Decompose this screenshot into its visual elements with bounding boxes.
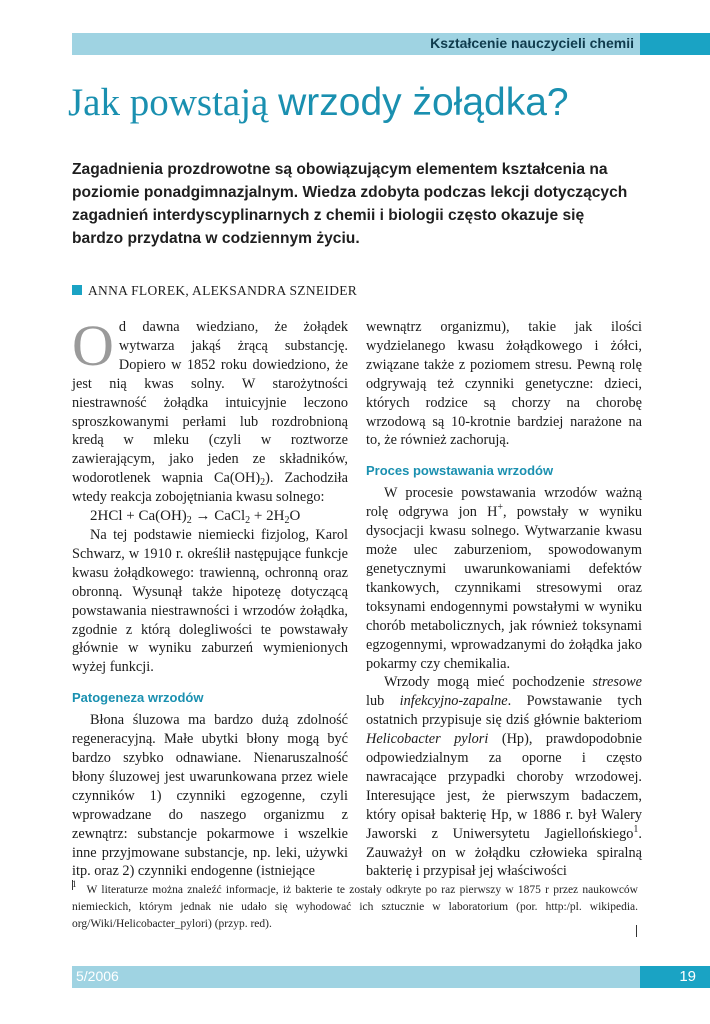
footnote-reference: 1 xyxy=(633,823,639,835)
footer-tab xyxy=(640,966,710,988)
origins-text: lub xyxy=(366,693,400,710)
formula-sub: 2 xyxy=(284,515,290,527)
origins-text: . Zauważył on w żołądku człowieka spiralną bakterię i przypisał jej właściwości xyxy=(366,825,642,880)
process-text-b: , powstały w wyniku dysocjacji kwasu solnego. Wytwarzanie kwasu może ulec zaburzeniom, spowodowanym genetycznymi uwarunkowaniami defektów tkankowych, czynnikami stresowymi oraz toksynami endogennymi powstałymi w wyniku chorób metabolicznych, jak również toksynami egzogennymi, wprowadzanymi do żołądka jako pokarmy czy chemikalia. xyxy=(366,504,642,672)
footnote-text: W literaturze można znaleźć informacje, iż bakterie te zostały odkryte po raz pierwszy w 1875 r przez naukowców niemieckich, którym jednak nie udało się wyhodować ich sztucznie w laboratorium (por. http:/pl. wikipedia. org/Wiki/Helicobacter_pylori) (przyp. red). xyxy=(72,884,638,930)
intro-text-b: ). Zachodziła wtedy reakcja zobojętniania kwasu solnego: xyxy=(72,470,348,506)
process-text-a: W procesie powstawania wrzodów ważną rolę odgrywa jon H xyxy=(366,485,642,521)
intro-subscript: 2 xyxy=(260,477,266,489)
formula-part: 2HCl + Ca(OH) xyxy=(90,508,187,525)
formula-part: O xyxy=(289,508,301,525)
ion-superscript: + xyxy=(497,502,504,514)
section-label: Kształcenie nauczycieli chemii xyxy=(430,35,634,51)
lead-paragraph: Zagadnienia prozdrowotne są obowiązującym elementem kształcenia na poziomie ponadgimnazjalnym. Wiedza zdobyta podczas lekcji dotyczących zagadnień interdyscyplinarnych z chemii i biologii często okazuje się bardzo przydatna w codziennym życiu. xyxy=(72,161,628,247)
formula-part: + 2H xyxy=(250,508,285,525)
formula-sub: 2 xyxy=(186,515,192,527)
issue-number: 5/2006 xyxy=(76,968,119,984)
byline xyxy=(72,283,357,299)
byline-square-icon xyxy=(72,285,82,295)
authors: ANNA FLOREK, ALEKSANDRA SZNEIDER xyxy=(88,283,358,298)
drop-cap: O xyxy=(72,313,114,378)
header-tab xyxy=(640,33,710,55)
paragraph-process xyxy=(366,484,642,673)
formula-sub: 2 xyxy=(245,515,251,527)
chemical-equation xyxy=(72,507,348,526)
section-heading-pathogenesis: Patogeneza wrzodów xyxy=(72,690,204,706)
origins-emphasis: Helicobacter pylori xyxy=(366,731,489,748)
origins-text: . Powstawanie tych ostatnich przypisuje się dziś głównie bakteriom xyxy=(366,693,642,729)
title-part2: wrzody żołądka? xyxy=(278,81,569,124)
header-bar xyxy=(72,33,640,55)
paragraph-pathogenesis: Błona śluzowa ma bardzo dużą zdolność regeneracyjną. Małe ubytki błony mogą być bardzo szybko odnawiane. Nienaruszalność błony śluzowej jest uwarunkowana przez wiele czynników 1) czynniki egzogenne, czyli wprowadzane do naszego organizmu z zewnątrz: substancje pokarmowe i wszelkie inne przyjmowane substancje, np. leki, używki itp. oraz 2) czynniki endogenne (istniejące xyxy=(72,712,348,880)
origins-text: (Hp), prawdopodobnie odpowiedzialnym za oporne i często nawracające przypadki choroby wrzodowej. Interesujące jest, że pierwszym badaczem, który opisał bakterię Hp, w 1886 r. był Walery Jaworski z Uniwersytetu Jagiellońskiego xyxy=(366,731,643,842)
footnote xyxy=(72,879,638,933)
page-title xyxy=(68,80,668,126)
formula-part: → CaCl xyxy=(191,508,246,525)
origins-emphasis: infekcyjno-zapalne xyxy=(399,693,508,710)
paragraph-schwarz: Na tej podstawie niemiecki fizjolog, Karol Schwarz, w 1910 r. określił następujące funkcje kwasu żołądkowego: trawienną, ochronną oraz obronną. Wysunął także hipotezę dotyczącą powstawania niestrawności i wrzodów żołądka, zgodnie z którą dolegliwości te powstawały głównie w wyniku zaburzeń wymienionych wyżej funkcji. xyxy=(72,526,348,676)
footnote-number: 1 xyxy=(72,879,77,889)
footer-bar xyxy=(72,966,640,988)
paragraph-continuation: wewnątrz organizmu), takie jak ilości wydzielanego kwasu żołądkowego i żółci, związane także z poziomem stresu. Pewną rolę odgrywają też czynniki genetyczne: dzieci, których rodzice są chorzy na chorobę wrzodową są 10-krotnie bardziej narażone na to, że również zachorują. xyxy=(366,319,642,449)
paragraph-origins xyxy=(366,673,642,881)
intro-text-a: d dawna wiedziano, że żołądek wytwarza jakąś żrącą substancję. Dopiero w 1852 roku dowiedziono, że jest nią kwas solny. W starożytności niestrawność żołądka intuicyjnie leczono sproszkowanymi perłami lub rozdrobnioną kredą w mleku (czyli w roztworze zawierającym, jako jeden ze składników, wodorotlenek wapnia Ca(OH) xyxy=(72,319,348,487)
section-heading-process: Proces powstawania wrzodów xyxy=(366,463,554,479)
footnote-corner-rule xyxy=(636,925,637,937)
page-number: 19 xyxy=(679,968,696,985)
column-left xyxy=(72,313,348,881)
column-right xyxy=(366,318,642,881)
origins-emphasis: stresowe xyxy=(592,674,642,691)
origins-text: Wrzody mogą mieć pochodzenie xyxy=(384,674,593,691)
intro-paragraph xyxy=(72,313,348,507)
title-part1: Jak powstają xyxy=(68,81,279,124)
